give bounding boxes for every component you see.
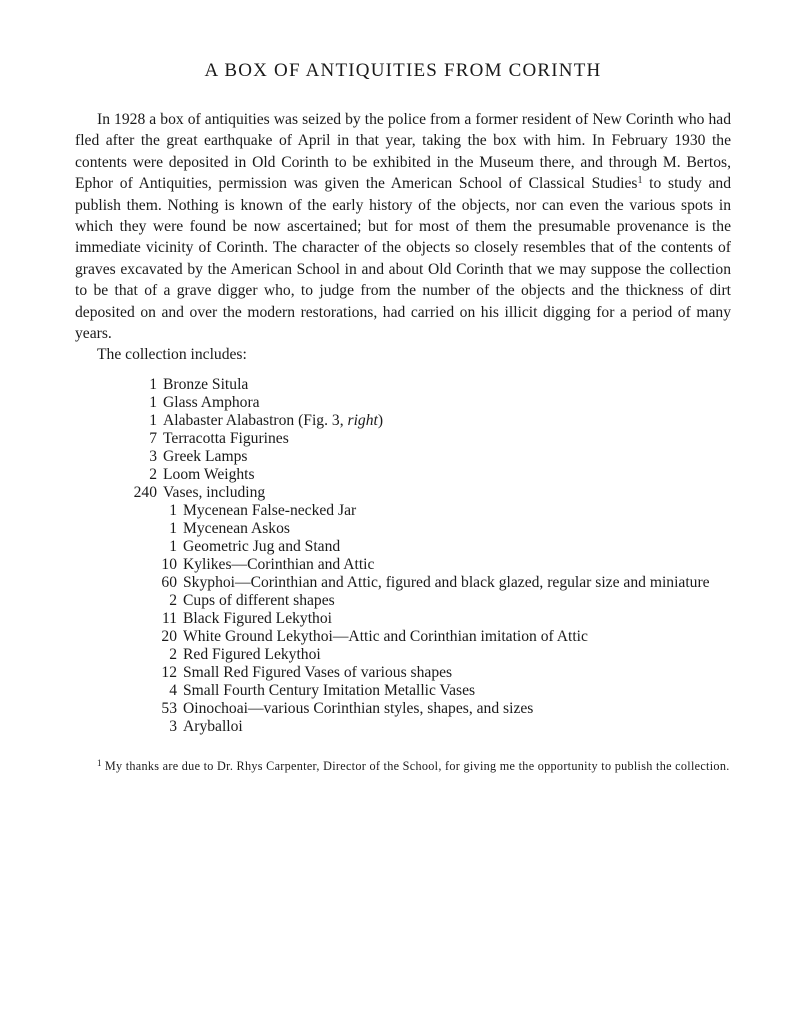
vase-count: 4 <box>169 681 177 699</box>
item-text-group <box>163 412 731 430</box>
list-item <box>75 448 731 466</box>
vase-text: Skyphoi—Corinthian and Attic, figured and black glazed, regular size and miniature <box>183 573 710 591</box>
vase-item <box>75 700 731 718</box>
item-text: Glass Amphora <box>163 393 260 411</box>
list-item <box>75 484 731 502</box>
vase-count: 2 <box>169 645 177 663</box>
vase-item <box>75 574 731 592</box>
item-text-after: ) <box>377 411 384 429</box>
vase-count: 10 <box>161 555 177 573</box>
vase-count: 1 <box>169 537 177 555</box>
vase-text: Kylikes—Corinthian and Attic <box>183 555 375 573</box>
footnote-mark: 1 <box>97 757 102 768</box>
vase-item <box>75 538 731 556</box>
footnote-reference: 1 <box>637 175 643 187</box>
vase-item <box>75 610 731 628</box>
item-count: 3 <box>149 447 157 465</box>
item-text: Bronze Situla <box>163 375 249 393</box>
vase-item <box>75 628 731 646</box>
vase-text: Small Fourth Century Imitation Metallic Vases <box>183 681 476 699</box>
list-item <box>75 412 731 430</box>
footnote-text: My thanks are due to Dr. Rhys Carpenter, Director of the School, for giving me the opportunity to publish the collection. <box>104 758 730 773</box>
collection-list <box>75 376 731 736</box>
footnote <box>75 758 731 774</box>
item-text: Loom Weights <box>163 465 255 483</box>
vase-item <box>75 682 731 700</box>
item-count: 1 <box>149 375 157 393</box>
paragraph-text-part-1: In 1928 a box of antiquities was seized by the police from a former resident of New Corinth who had fled after the great earthquake of April in that year, taking the box with him. In February 1930 the contents were deposited in Old Corinth to be exhibited in the Museum there, and through M. Bertos, Ephor of Antiquities, permission was given the American School of Classical Studies <box>75 111 731 193</box>
vase-item <box>75 592 731 610</box>
vase-count: 11 <box>161 609 177 627</box>
item-text: Vases, including <box>163 483 266 501</box>
item-count: 2 <box>149 465 157 483</box>
vase-item <box>75 520 731 538</box>
paragraph-text-part-2: to study and publish them. Nothing is known of the early history of the objects, nor can even the various spots in which they were found be now ascertained; but for most of them the presumable provenance is the immediate vicinity of Corinth. The character of the objects so closely resembles that of the contents of graves excavated by the American School in and about Old Corinth that we may suppose the collection to be that of a grave digger who, to judge from the number of the objects and the thickness of dirt deposited on and over the modern restorations, had carried on his illicit digging for a period of many years. <box>75 175 731 343</box>
collection-intro: The collection includes: <box>97 346 247 364</box>
vase-text: White Ground Lekythoi—Attic and Corinthian imitation of Attic <box>183 627 588 645</box>
vase-count: 2 <box>169 591 177 609</box>
vase-item <box>75 718 731 736</box>
vase-text: Aryballoi <box>183 717 243 735</box>
vase-text: Geometric Jug and Stand <box>183 537 341 555</box>
item-text: Terracotta Figurines <box>163 429 289 447</box>
item-text-italic: right <box>347 411 378 429</box>
body-paragraph <box>75 109 731 344</box>
vase-count: 53 <box>161 699 177 717</box>
vase-text: Small Red Figured Vases of various shapes <box>183 663 453 681</box>
vase-count: 1 <box>169 519 177 537</box>
vase-text: Cups of different shapes <box>183 591 335 609</box>
vase-item <box>75 646 731 664</box>
vase-text: Mycenean Askos <box>183 519 290 537</box>
vase-text: Red Figured Lekythoi <box>183 645 321 663</box>
list-item <box>75 394 731 412</box>
list-item <box>75 376 731 394</box>
vase-item <box>75 556 731 574</box>
vase-count: 60 <box>161 573 177 591</box>
vase-text: Mycenean False-necked Jar <box>183 501 357 519</box>
vase-count: 12 <box>161 663 177 681</box>
article <box>75 60 731 786</box>
vase-text: Black Figured Lekythoi <box>183 609 332 627</box>
vase-item <box>75 502 731 520</box>
vase-count: 3 <box>169 717 177 735</box>
article-title: A BOX OF ANTIQUITIES FROM CORINTH <box>204 60 602 81</box>
vase-count: 20 <box>161 627 177 645</box>
item-count: 7 <box>149 429 157 447</box>
item-text: Alabaster Alabastron (Fig. 3, <box>163 411 348 429</box>
list-item <box>75 466 731 484</box>
vase-item <box>75 664 731 682</box>
item-count: 1 <box>149 411 157 429</box>
item-count: 240 <box>133 483 157 501</box>
vase-count: 1 <box>169 501 177 519</box>
item-count: 1 <box>149 393 157 411</box>
item-text: Greek Lamps <box>163 447 248 465</box>
vase-text: Oinochoai—various Corinthian styles, shapes, and sizes <box>183 699 534 717</box>
list-item <box>75 430 731 448</box>
